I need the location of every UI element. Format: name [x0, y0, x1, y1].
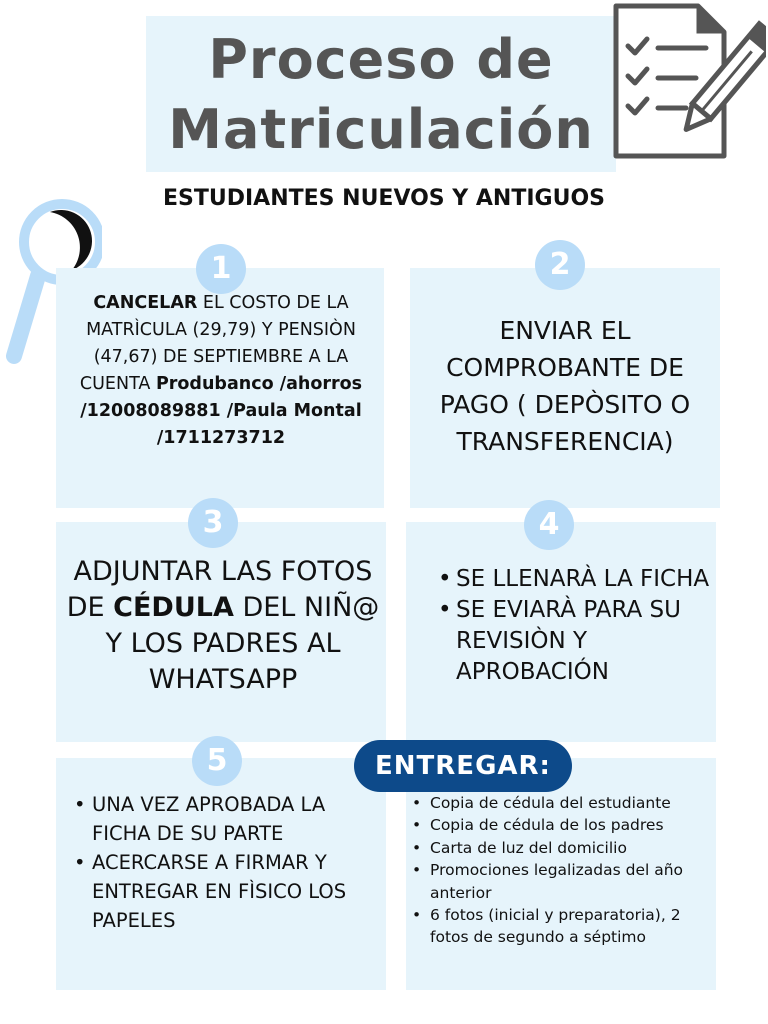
entregar-list: [410, 792, 716, 949]
step-3-text-b: DEL NIÑ@ Y LOS PADRES AL WHATSAPP: [105, 592, 380, 695]
list-item: • Copia de cédula de los padres: [410, 814, 716, 836]
step-1-account: Produbanco /ahorros /12008089881 /Paula Montal /1711273712: [80, 374, 363, 448]
step-1-body: EL COSTO DE LA MATRÌCULA (29,79) Y PENSIÒN (47,67) DE SEPTIEMBRE A LA CUENTA: [79, 293, 356, 394]
step-5-list: [72, 790, 378, 935]
step-3-bold: CÉDULA: [113, 592, 234, 623]
list-item: • ACERCARSE A FIRMAR Y ENTREGAR EN FÌSICO LOS PAPELES: [72, 848, 378, 935]
step-1-bold-lead: CANCELAR: [93, 293, 198, 313]
step-3-text: [58, 554, 388, 698]
entregar-label: ENTREGAR:: [354, 740, 572, 792]
list-item: • UNA VEZ APROBADA LA FICHA DE SU PARTE: [72, 790, 378, 848]
list-item: • SE EVIARÀ PARA SU REVISIÒN Y APROBACIÓN: [436, 595, 712, 688]
step-1-text: [62, 290, 380, 452]
list-item: • SE LLENARÀ LA FICHA: [436, 564, 712, 595]
page-title-line-1: Proceso de: [208, 28, 554, 91]
step-2-text: ENVIAR EL COMPROBANTE DE PAGO ( DEPÒSITO O TRANSFERENCIA): [439, 316, 691, 456]
list-item: • Promociones legalizadas del año anterior: [410, 859, 716, 904]
title-box: [146, 16, 616, 172]
step-1-badge: 1: [196, 244, 246, 294]
step-4-badge: 4: [524, 500, 574, 550]
list-item: • Carta de luz del domicilio: [410, 837, 716, 859]
step-3-badge: 3: [188, 498, 238, 548]
list-item: • 6 fotos (inicial y preparatoria), 2 fotos de segundo a séptimo: [410, 904, 716, 949]
page-title-line-2: Matriculación: [168, 98, 594, 161]
step-2-badge: 2: [535, 240, 585, 290]
step-4-list: [436, 564, 712, 688]
subtitle: ESTUDIANTES NUEVOS Y ANTIGUOS: [162, 186, 605, 211]
step-5-badge: 5: [192, 736, 242, 786]
document-checklist-pen-icon: [606, 2, 766, 162]
list-item: • Copia de cédula del estudiante: [410, 792, 716, 814]
step-3-text-a: ADJUNTAR LAS FOTOS DE: [66, 556, 373, 623]
